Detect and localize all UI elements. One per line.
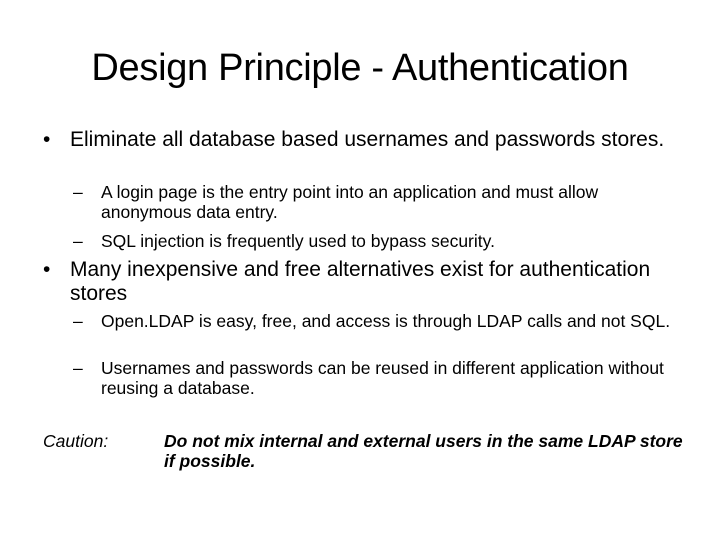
bullet-text: Eliminate all database based usernames and passwords stores. [70,128,665,151]
sub-bullet-item [73,358,686,398]
sub-bullet-text: Open.LDAP is easy, free, and access is through LDAP calls and not SQL. [101,311,671,331]
sub-bullet-text: SQL injection is frequently used to bypass security. [101,231,495,251]
caution-text: Do not mix internal and external users in the same LDAP store if possible. [164,431,683,471]
bullet-item [43,128,670,152]
caution-label: Caution: [43,431,109,451]
sub-bullet-marker: – [73,182,83,202]
bullet-marker: • [43,128,51,151]
bullet-marker: • [43,258,51,281]
sub-bullet-marker: – [73,231,83,251]
sub-bullet-marker: – [73,358,83,378]
sub-bullet-item [73,231,686,251]
sub-bullet-text: Usernames and passwords can be reused in different application without reusing a database. [101,358,664,398]
bullet-item [43,258,670,306]
sub-bullet-marker: – [73,311,83,331]
slide-title: Design Principle - Authentication [91,47,629,89]
sub-bullet-item [73,311,686,331]
sub-bullet-item [73,182,686,222]
bullet-text: Many inexpensive and free alternatives exist for authentication stores [70,258,651,305]
sub-bullet-text: A login page is the entry point into an application and must allow anonymous data entry. [101,182,599,222]
